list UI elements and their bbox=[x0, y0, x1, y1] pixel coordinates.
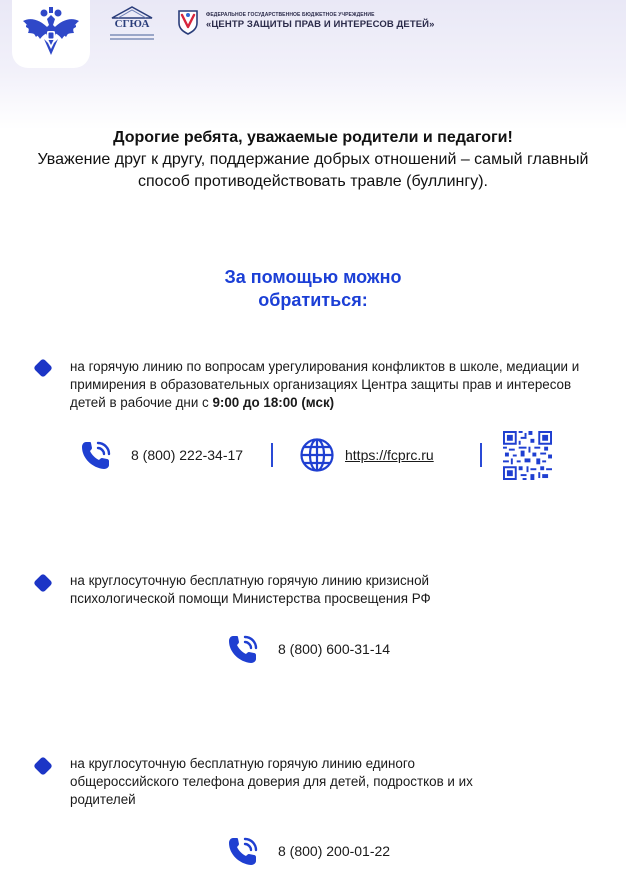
website-link[interactable]: https://fcprc.ru bbox=[345, 447, 434, 463]
center-logo-title: «ЦЕНТР ЗАЩИТЫ ПРАВ И ИНТЕРЕСОВ ДЕТЕЙ» bbox=[206, 19, 435, 30]
divider bbox=[480, 443, 482, 467]
sgua-logo-line bbox=[110, 38, 154, 40]
bullet-icon bbox=[33, 573, 53, 593]
center-logo bbox=[176, 6, 435, 36]
help-title-line2: обратиться: bbox=[258, 290, 368, 310]
globe-icon bbox=[299, 437, 335, 473]
item-1-phone[interactable] bbox=[80, 439, 243, 471]
phone-number: 8 (800) 200-01-22 bbox=[278, 843, 391, 859]
intro-greeting: Дорогие ребята, уважаемые родители и педагоги! bbox=[113, 129, 513, 146]
phone-icon bbox=[80, 439, 114, 471]
intro-block bbox=[30, 127, 596, 193]
intro-text: Уважение друг к другу, поддержание добрых отношений – самый главный способ противодействовать травле (буллингу). bbox=[37, 151, 589, 190]
sgua-logo-text: СГЮА bbox=[114, 18, 150, 30]
phone-icon bbox=[227, 633, 261, 665]
item-3-text: на круглосуточную бесплатную горячую линию единого общероссийского телефона доверия для детей, подростков и их родителей bbox=[70, 756, 473, 807]
item-1-text-main: на горячую линию по вопросам урегулирования конфликтов в школе, медиации и примирения в образовательных организациях Центра защиты прав и интересов детей в рабочие дни с bbox=[70, 359, 580, 410]
sgua-logo bbox=[106, 4, 164, 44]
qr-code-icon[interactable] bbox=[503, 431, 552, 480]
help-title bbox=[150, 266, 476, 312]
item-2-text: на круглосуточную бесплатную горячую линию кризисной психологической помощи Министерства просвещения РФ bbox=[70, 573, 431, 606]
bullet-icon bbox=[33, 756, 53, 776]
bullet-icon bbox=[33, 358, 53, 378]
item-3-phone[interactable] bbox=[227, 835, 390, 867]
center-logo-subtitle: ФЕДЕРАЛЬНОЕ ГОСУДАРСТВЕННОЕ БЮДЖЕТНОЕ УЧРЕЖДЕНИЕ bbox=[206, 12, 375, 18]
item-1-text-hours: 9:00 до 18:00 (мск) bbox=[212, 395, 335, 410]
item-1-website[interactable] bbox=[299, 437, 434, 473]
emblem-tab bbox=[12, 0, 90, 68]
phone-number: 8 (800) 222-34-17 bbox=[131, 447, 244, 463]
sgua-logo-line bbox=[110, 34, 154, 36]
russian-emblem-icon bbox=[20, 5, 82, 63]
item-1-text bbox=[70, 358, 600, 412]
help-title-line1: За помощью можно bbox=[224, 267, 402, 287]
phone-icon bbox=[227, 835, 261, 867]
phone-number: 8 (800) 600-31-14 bbox=[278, 641, 391, 657]
center-logo-icon bbox=[176, 7, 200, 35]
divider bbox=[271, 443, 273, 467]
item-2-phone[interactable] bbox=[227, 633, 390, 665]
